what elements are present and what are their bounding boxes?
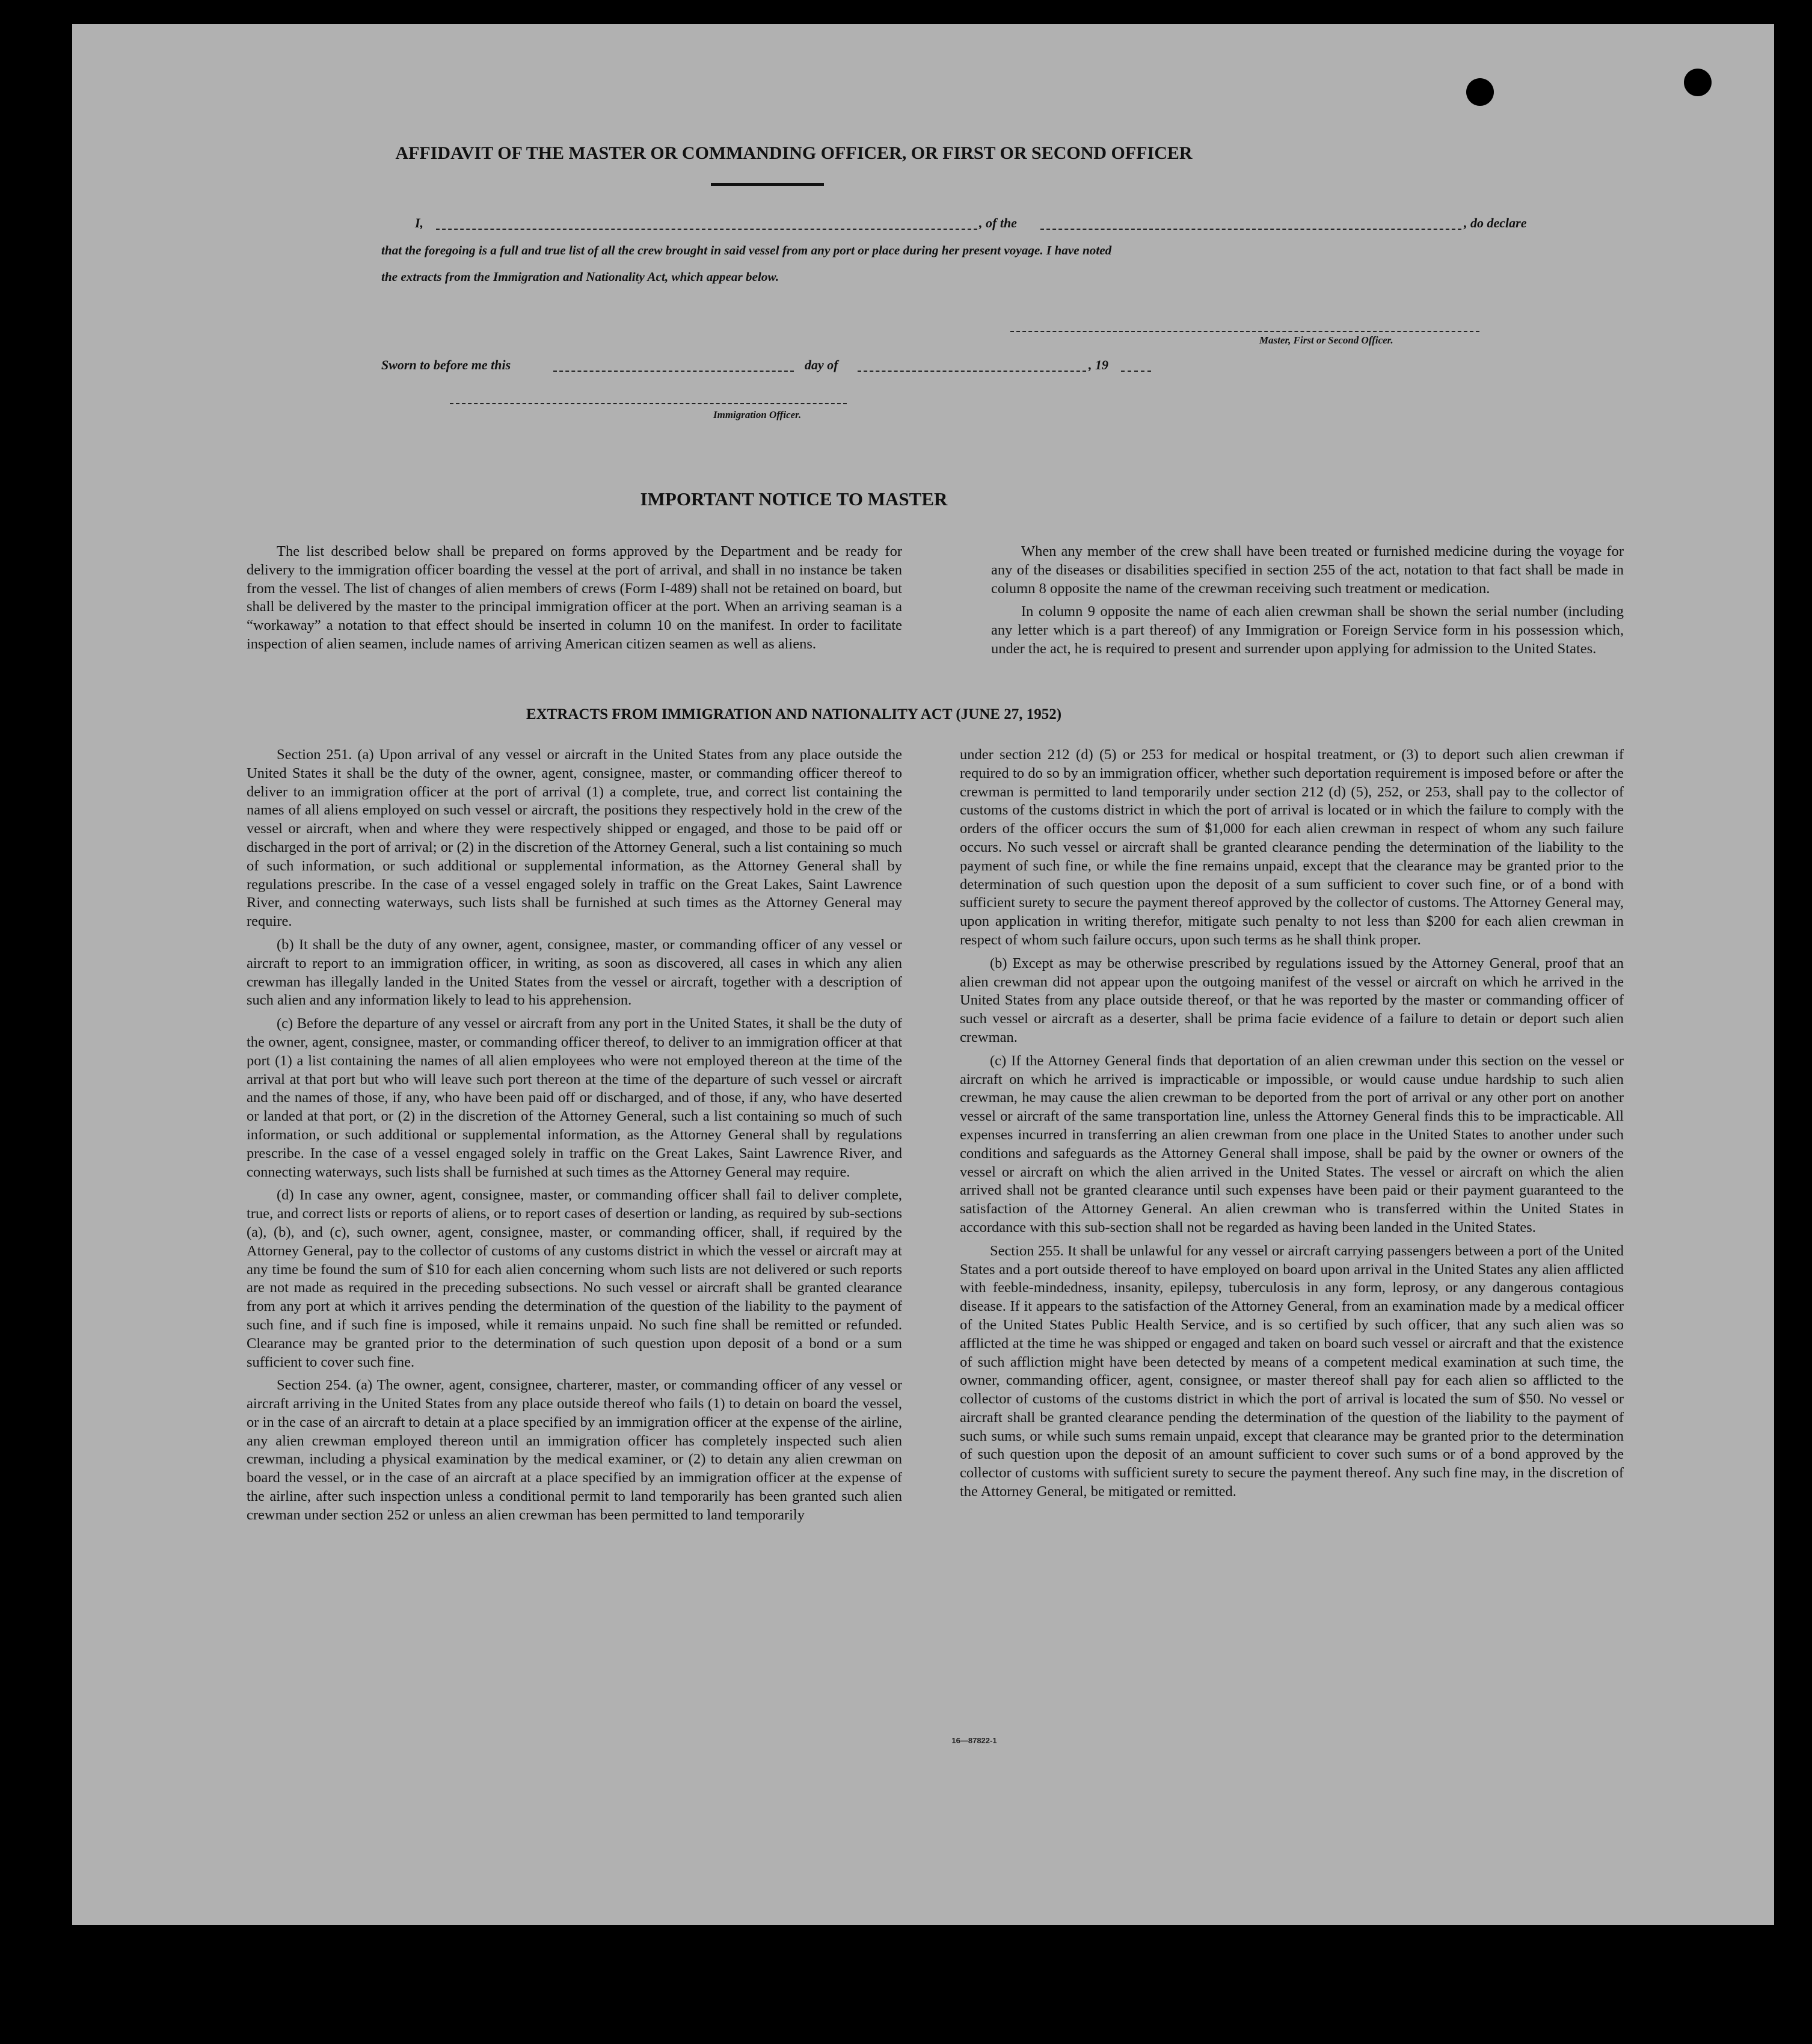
name-blank [436, 229, 977, 230]
declaration-line-2: that the foregoing is a full and true list of all the crew brought in said vessel from any port or place during her present voyage. I have noted [381, 243, 1112, 257]
extracts-right-column [960, 746, 1624, 1506]
year-blank [1121, 371, 1151, 372]
declaration-line-3: the extracts from the Immigration and Nationality Act, which appear below. [381, 269, 779, 284]
section-255: Section 255. It shall be unlawful for any vessel or aircraft carrying passengers between a port of the United States and a port outside thereof to have employed on board upon arrival in the United States any alien afflicted with feeble-mindedness, insanity, epilepsy, tuberculosis in any form, leprosy, or any dangerous contagious disease. If it appears to the satisfaction of the Attorney General, from an examination made by a medical officer of the United States Public Health Service, and is so certified by such officer, that any such alien was so afflicted at the time he was shipped or engaged and taken on board such vessel or aircraft and that the existence of such affliction might have been detected by means of a competent medical examination at such time, the owner, commanding officer, agent, consignee, or master thereof shall pay for each alien so afflicted to the collector of customs of the customs district in which the port of arrival is located the sum of $50. No vessel or aircraft shall be granted clearance pending the determination of the question of the liability to the payment of such sums, or while such sums remain unpaid, except that clearance may be granted prior to the determination of such question upon the deposit of an amount sufficient to cover such sums or of a bond approved by the collector of customs with sufficient surety to secure the payment thereof. Any such fine may, in the discretion of the Attorney General, be mitigated or remitted. [960, 1242, 1624, 1500]
section-251c: (c) Before the departure of any vessel or aircraft from any port in the United States, it shall be the duty of the owner, agent, consignee, master, or commanding officer thereof, to deliver to an immigration officer at that port (1) a list containing the names of all alien employees who were not employed thereon at the time of the arrival at that port but who will leave such port thereon at the time of the departure of such vessel or aircraft and the names of those, if any, who have been paid off or discharged, and of those, if any, who have deserted or landed at that port, or (2) in the discretion of the Attorney General, such a list containing so much of such information, or such additional or supplemental information, as the Attorney General shall by regulations prescribe. In the case of a vessel engaged solely in traffic on the Great Lakes, Saint Lawrence River, and connecting waterways, such lists shall be furnished at such times as the Attorney General may require. [247, 1015, 902, 1180]
sworn-label: Sworn to before me this [381, 357, 511, 372]
section-254a: Section 254. (a) The owner, agent, consignee, charterer, master, or commanding officer of any vessel or aircraft arriving in the United States from any place outside thereof who fails (1) to detain on board the vessel, or in the case of an aircraft to detain at a place specified by an immigration officer at the expense of the airline, any alien crewman employed thereon until an immigration officer has completely inspected such alien crewman, including a physical examination by the medical examiner, or (2) to detain any alien crewman on board the vessel, or in the case of an aircraft at a place specified by an immigration officer at the expense of the airline, after such inspection unless a conditional permit to land temporarily has been granted such alien crewman under section 252 or unless an alien crewman has been permitted to land temporarily [247, 1377, 902, 1523]
punch-hole-left [1466, 78, 1494, 106]
section-254c: (c) If the Attorney General finds that deportation of an alien crewman under this section on the vessel or aircraft on which he arrived is impracticable or impossible, or would cause undue hardship to such alien crewman, he may cause the alien crewman to be deported from the port of arrival or any other port on another vessel or aircraft of the same transportation line, unless the Attorney General finds this to be impracticable. All expenses incurred in transferring an alien crewman from one place in the United States to another under such conditions and safeguards as the Attorney General shall impose, shall be paid by the owner or owners of the vessel or aircraft on which the alien arrived in the United States. The vessel or aircraft on which the alien arrived shall not be granted clearance until such expenses have been paid or their payment guaranteed to the satisfaction of the Attorney General. An alien crewman who is transferred within the United States in accordance with this sub-section shall not be regarded as having been landed in the United States. [960, 1052, 1624, 1236]
declare-do: , do declare [1464, 215, 1527, 230]
notice-right-column [991, 543, 1624, 663]
declare-of: , of the [979, 215, 1017, 230]
section-251b: (b) It shall be the duty of any owner, agent, consignee, master, or commanding officer of any vessel or aircraft to report to an immigration officer, in writing, as soon as discovered, all cases in which any alien crewman has illegally landed in the United States from the vessel or aircraft, together with a description of such alien and any information likely to lead to his apprehension. [247, 936, 902, 1009]
notice-right-paragraph-2: In column 9 opposite the name of each alien crewman shall be shown the serial number (including any letter which is a part thereof) of any Immigration or Foreign Service form in his possession which, under the act, he is required to present and surrender upon applying for admission to the United States. [991, 603, 1624, 657]
immigration-officer-line [450, 403, 847, 404]
notice-title: IMPORTANT NOTICE TO MASTER [640, 488, 948, 509]
extracts-title: EXTRACTS FROM IMMIGRATION AND NATIONALITY ACT (JUNE 27, 1952) [526, 706, 1062, 722]
notice-right-paragraph-1: When any member of the crew shall have been treated or furnished medicine during the voyage for any of the diseases or disabilities specified in section 255 of the act, notation to that fact shall be made in column 8 opposite the name of the crewman receiving such treatment or medication. [991, 543, 1624, 597]
immigration-officer-label: Immigration Officer. [713, 409, 802, 420]
master-signature-line [1010, 331, 1479, 332]
declare-i: I, [415, 215, 424, 230]
affidavit-title: AFFIDAVIT OF THE MASTER OR COMMANDING OFFICER, OR FIRST OR SECOND OFFICER [395, 143, 1193, 163]
title-underline [711, 183, 824, 186]
sworn-day-blank [553, 371, 794, 372]
section-254a-continued: under section 212 (d) (5) or 253 for medical or hospital treatment, or (3) to deport such alien crewman if required to do so by an immigration officer, whether such deportation requirement is imposed before or after the crewman is permitted to land temporarily under section 212 (d) (5), 252, or 253, shall pay to the collector of customs of the customs district in which the port of arrival is located or in which the failure to comply with the orders of the officer occurs the sum of $1,000 for each alien crewman in respect of whom any such failure occurs. No such vessel or aircraft shall be granted clearance pending the determination of the liability to the payment of such fine, or while the fine remains unpaid, except that the clearance may be granted prior to the determination of such question upon the deposit of a sum sufficient to cover such fine, or of a bond with sufficient surety to secure the payment thereof approved by the collector of customs. The Attorney General may, upon application in writing therefor, mitigate such penalty to not less than $200 for each alien crewman in respect of whom such failure occurs, upon such terms as he shall think proper. [960, 746, 1624, 948]
extracts-left-column [247, 746, 902, 1530]
section-251d: (d) In case any owner, agent, consignee, master, or commanding officer shall fail to deliver complete, true, and correct lists or reports of aliens, or to report cases of desertion or landing, as required by sub-sections (a), (b), and (c), such owner, agent, consignee, master, or commanding officer, shall, if required by the Attorney General, pay to the collector of customs of any customs district in which the vessel or aircraft may at any time be found the sum of $10 for each alien concerning whom such lists are not delivered or such reports are not made as required in the preceding subsections. No such vessel or aircraft shall be granted clearance from any port at which it arrives pending the determination of the question of the liability to the payment of such fine, and if such fine is imposed, while it remains unpaid. No such fine shall be remitted or refunded. Clearance may be granted prior to the determination of such question upon deposit of a bond or a sum sufficient to cover such fine. [247, 1187, 902, 1370]
year-label: , 19 [1089, 357, 1108, 372]
section-254b: (b) Except as may be otherwise prescribed by regulations issued by the Attorney General, proof that an alien crewman did not appear upon the outgoing manifest of the vessel or aircraft on which he arrived in the United States from any place outside thereof, or that he was reported by the master or commanding officer of such vessel or aircraft as a deserter, shall be prima facie evidence of a failure to detain or deport such alien crewman. [960, 955, 1624, 1045]
vessel-blank [1040, 229, 1461, 230]
day-of-label: day of [805, 357, 838, 372]
notice-left-column [247, 543, 902, 659]
form-number: 16—87822-1 [951, 1736, 997, 1745]
month-blank [858, 371, 1086, 372]
document-page [72, 24, 1774, 1925]
section-251a: Section 251. (a) Upon arrival of any vessel or aircraft in the United States from any place outside the United States it shall be the duty of the owner, agent, consignee, master, or commanding officer thereof to deliver to an immigration officer at the port of arrival (1) a complete, true, and correct list containing the names of all aliens employed on such vessel or aircraft, the positions they respectively hold in the crew of the vessel or aircraft, when and where they were respectively shipped or engaged, and those to be paid off or discharged in the port of arrival; or (2) in the discretion of the Attorney General, such a list containing so much of such information, or such additional or supplemental information, as the Attorney General shall by regulations prescribe. In the case of a vessel engaged solely in traffic on the Great Lakes, Saint Lawrence River, and connecting waterways, such lists shall be furnished at such times as the Attorney General may require. [247, 746, 902, 930]
punch-hole-right [1684, 69, 1712, 96]
master-signature-label: Master, First or Second Officer. [1259, 334, 1393, 346]
notice-left-paragraph: The list described below shall be prepared on forms approved by the Department and be ready for delivery to the immigration officer boarding the vessel at the port of arrival, and shall in no instance be taken from the vessel. The list of changes of alien members of crews (Form I-489) shall not be retained on board, but shall be delivered by the master to the principal immigration officer at the port. When an arriving seaman is a “workaway” a notation to that effect should be inserted in column 10 on the manifest. In order to facilitate inspection of alien seamen, include names of arriving American citizen seamen as well as aliens. [247, 543, 902, 652]
